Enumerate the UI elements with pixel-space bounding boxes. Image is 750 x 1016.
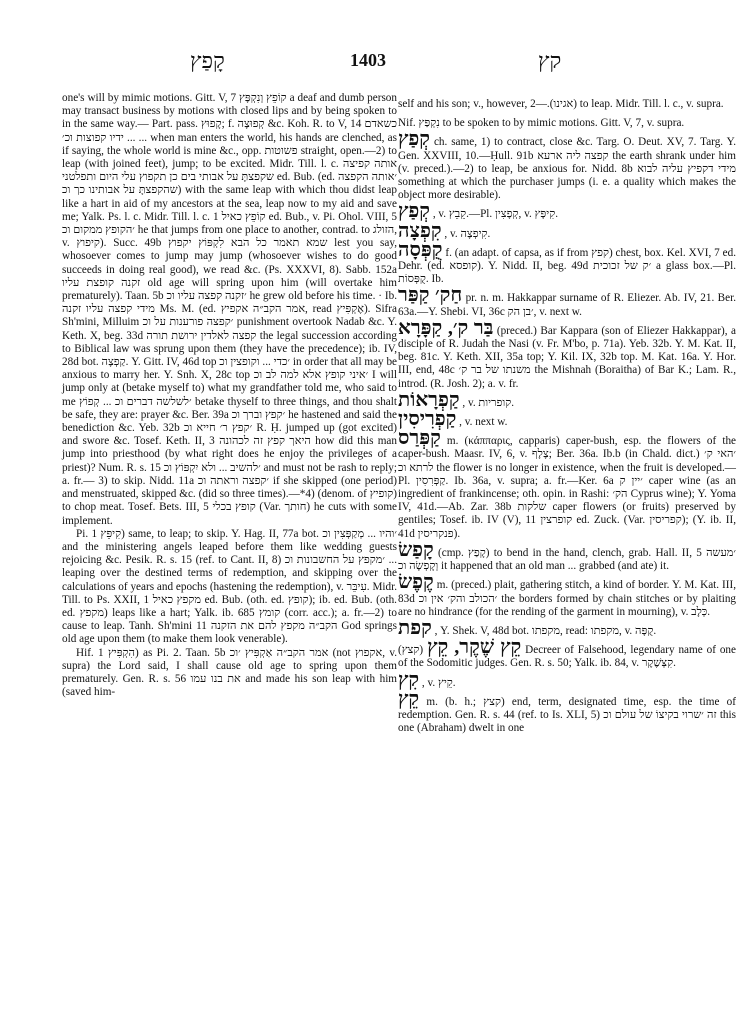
entry-text: , v. קופריות. [462,396,515,409]
left-paragraph: Hif. הִקְפִּיץ 1) as Pi. 2. Taan. 5b אמר הקב״ה אַקְפִּיץ ׳וכ (not אקפוץ, v. supra) the Lord said, I shall cause old age to spring upon them prematurely. Gen. R. s. 56 את בנו עמו and made his son leap with him (saved him- [62,646,398,699]
entry-text: m. (κάππαρις, capparis) caper-bush, esp. the flowers of the caper-bush. Maasr. IV, 6, v. צָלָף; Ber. 36a. Ib.b (in Chald. dict.) ׳האי ק׳ לרתא וכ the flower is no longer in existence, when the fruit is developed.—Pl. קַפְּרִסִין. Ib. 36a, v. supra; a. fr.—Ker. 6a ׳יין ק caper wine (as an ingredient of frankincense; oth. opin. in Rashi: הק׳ Cyprus wine); Y. Yoma IV, 41d.—Ab. Zar. 38b שלקות caper flowers (or fruits) preserved by gentiles; Tosef. ib. IV (V), 11 קופרצין ed. Zuck. (Var. קפריסין); (Y. ib. II, 41d פנקריסין). [398,435,737,540]
left-column [62,92,397,699]
header-right-word: קץ [538,48,562,73]
entry-text: self and his son; v., however, אגינו).—2) to leap. Midr. Till. l. c., v. supra. [398,98,724,110]
entry-headword: קָפַשׂ [398,538,434,561]
entry-text: m. (b. h.; קצץ) end, term, designated time, esp. the time of redemption. Gen. R. s. 44 (ref. to Is. XLI, 5) זה ׳שרוי בקיצוֹ של עולם וכ this one (Abraham) dwelt in one [398,695,737,735]
entry-headword: קַפְרָאוֹת [398,388,460,411]
dictionary-entry [398,92,736,111]
entry-text: m. (preced.) plait, gathering stitch, a kind of border. Y. M. Kat. III, 83d ׳הכולב והק׳ אין וכ the borders formed by chain stitches or by plaiting are no hindrance (for the rending of the garment in mourning), v. כְּלָב. [398,579,737,618]
entry-headword: קֻפְּסָה [398,238,443,261]
entry-text: ch. same, 1) to contract, close &c. Targ. O. Deut. XV, 7. Targ. Y. Gen. XXVIII, 10.—Ḥull. 91b קפצה ליה ארעא the earth shrank under him (v. preced.).—2) to leap, be anxious for. Nidd. 8b מידי דקפיץ עליה לבוא something at which the purchaser jumps (i. e. a quality which makes the object more desirable). [398,136,737,202]
entry-headword: חַק׳ קַפַּר [398,284,463,307]
dictionary-entry [398,111,736,130]
dictionary-entry [398,538,736,573]
entry-headword: קְפַץ [398,200,431,223]
entry-headword: קַפְרִיסִין [398,408,457,431]
entry-headword: קִפְצָה [398,219,442,242]
left-paragraph: one's will by mimic motions. Gitt. V, 7 קוֹפֵץ וְנִקְפָּץ a deaf and dumb person may transact business by motions with closed lips and by being spoken to in the same way.— Part. pass. קָפוּץ; f. קְפוּצָה &c. Koh. R. to V, 14 כשאדם ... ידיו קפוצות וכ׳ ... when man enters the world, his hands are clenched, as if saying, the whole world is mine &c., opp. פשוטות straight, open.—2) to leap (with joined feet), jump; to be excited. Midr. Till. l. c. אותה קפיצה שקפצתָּ על אבותי בים כן תקפוץ עלי היום ותפלטני ed. Bub. (ed. ׳אותה הקפצה שהקפצתָּ על אבותינו כך וכ) with the same leap with which thou didst leap like a hart in aid of my ancestors at the sea, leap now to my aid and save me; Yalk. Ps. l. c. Midr. Till. l. c. 1 קוֹפֵץ כאיל ed. Bub., v. Pi. Ohol. VIII, 5 ׳הקופץ ממקום וכ he that jumps from one place to another, contrad. to הזולג, v. קיפוץ). Succ. 49b שמא תאמר כל הבא לִקְפּוֹץ יקפוץ lest you say, whosoever comes to jump may jump (whosoever wishes to do good succeeds in doing real good), we read &c. (Ps. XXXVI, 8). Sabb. 152a זקנה קופצת עליו old age will spring upon him (will overtake him prematurely). Taan. 5b ׳זקנה קפצה עליו וכ he grew old before his time. · Ib. מידי קפצה עליו זקנה Ms. M. (ed. אמר הקב״ה אקפיץ, read אֶקְפִּיץ). Sifra Sh'mini, Milluim ׳קפצה פורענות על וכ punishment overtook Nadab &c. Y. Keth. X, beg. 33d קפצה לאלדין ירושת תורה the legal succession according to Biblical law was sprung upon them (they have the precedence); ib. IV, 28d bot. קַפְצָה. Y. Gitt. IV, 46d top ׳כדי ... וקופצין וכ in order that all may be anxious to marry her. Y. Snh. X, 28c top ׳איני קופץ אלא למה לב וכ I will jump only at (betake myself to) what my grandfather told me, who said to me ׳לשלשה דברים וכ ... קְפוֹץ betake thyself to three things, and thou shalt be safe, they are: prayer &c. Ber. 39a ׳קפץ וברך וכ he hastened and said the benediction &c. Yeb. 32b ׳קפץ ר׳ חייא וכ R. Ḥ. jumped up (got excited) and swore &c. Tosef. Keth. II, 3 היאך קפץ זה לכהונה how did this man jump into priesthood (by what right does he enjoy the privileges of a priest)? Num. R. s. 15 ׳להשיב ... ולא יִקְפּוֹץ וכ and must not be rash to reply; a. fr.— 3) to skip. Nidd. 11a ׳קפצה וראתה וכ if she skipped (one period) and menstruated, skipped &c. (did so three times).—*4) (denom. of קופיץ) to chop meat. Tosef. Bets. III, 5 קופץ בכלי (Var. חותך) he cuts with some implement. [62,92,398,527]
dictionary-entry [398,410,736,429]
entry-text: pr. n. m. Hakkappar surname of R. Eliezer. Ab. IV, 21. Ber. 63a.—Y. Shebi. VI, 36c ׳בן הק, v. next w. [398,292,737,318]
entry-text: Nif. נִקְפַּץ to be spoken to by mimic motions. Gitt. V, 7, v. supra. [398,117,685,130]
entry-headword: קֵץ [398,687,420,710]
entry-text: , v. קִיפְצָה. [444,227,491,240]
entry-headword: בַּר ק׳, קַפָּרָא [398,316,494,339]
entry-text: , v. קֵיץ. [421,676,456,689]
dictionary-entry [398,316,736,391]
entry-headword: קַפְּרַס [398,427,441,450]
entry-text: , Y. Shek. V, 48d bot. מקפתו, read: מקפתו, v. קֻפָּה. [434,624,657,637]
entry-headword: קפת [398,616,432,639]
entry-headword: קֶפֶשׂ [398,571,434,594]
dictionary-entry [398,638,736,670]
dictionary-entry [398,429,736,541]
entry-headword: קְפַץ [398,128,431,151]
dictionary-entry [398,286,736,318]
dictionary-entry [398,668,736,691]
dictionary-entry [398,219,736,242]
entry-text: (קצץ) Decreer of Falsehood, legendary name of one of the Sodomitic judges. Gen. R. s. 50; Yalk. ib. 84, v. קִצְּשֶׁקֶר. [398,644,736,670]
entry-headword: קִץ [398,668,420,691]
dictionary-entry [398,202,736,221]
entry-headword: קֵץ שֶׁקֶר, קֵץ [427,636,522,659]
entry-text: , v. קֵבֵץ.—Pl. קְפָצִין, v. קִיפָּץ. [432,208,558,221]
entry-text: (cmp. קָפַץ) to bend in the hand, clench, grab. Hall. II, 5 ׳מעשה וְקָפְשָׂה וכ it happened that an old man ... grabbed (and ate) it. [398,546,736,573]
entry-text: f. (an adapt. of capsa, as if from קפץ) chest, box. Kel. XVI, 7 ed. Dehr. (ed. קופסא). Y. Nidd. II, beg. 49d ׳ק של זכוכית a glass box.—Pl. קֻפְּסוֹת. Ib. [398,246,737,286]
header-left-word: קָפַץ [190,48,225,73]
running-head [0,46,750,76]
entry-text: (preced.) Bar Kappara (son of Eliezer Hakkappar), a disciple of R. Judah the Nasi (v. Fr. M'bo, p. 71a). Yeb. 32b. Y. M. Kat. II, beg. 81c. Y. Keth. XII, 35a top; Y. Kil. IX, 32b top. M. Kat. 16a. Y. Hor. III, end, 48c משנתו של בר ק׳ the Mishnah (Boraitha) of Bar K.; Lam. R., introd. (R. Josh. 2); a. v. fr. [398,324,736,390]
entry-text: , v. next w. [459,416,508,429]
page-number: 1403 [350,50,386,70]
dictionary-entry [398,238,737,287]
dictionary-entry [398,687,737,736]
right-column [398,92,736,735]
dictionary-entry [398,573,736,619]
dictionary-entry [398,130,736,202]
left-paragraph: Pi. קִיפֵּץ 1) same, to leap; to skip. Y. Hag. II, 77a bot. ׳והיו ... מְקַפְּצִין וכ and the ministering angels leaped before them like wedding guests rejoicing &c. Pesik. R. s. 15 (ref. to Cant. II, 8) ׳מקפץ על החשבונות וכ ... leaping over the destined terms of redemption, and skipping over the calculations of years and epochs (hastening the redemption), v. עִיבֵּר. Midr. Till. to Ps. XXII, 1 מקפץ כאיל ed. Bub. (oth. ed. קופץ); ib. ed. Bub. (oth. ed. מקפץ) leaps like a hart; Yalk. ib. 685 קומץ (corr. acc.); a. fr.—2) to cause to leap. Tanh. Sh'mini 11 הקב״ה מקפץ להם את הזקנה God springs old age upon them (to make them look venerable). [62,527,398,646]
